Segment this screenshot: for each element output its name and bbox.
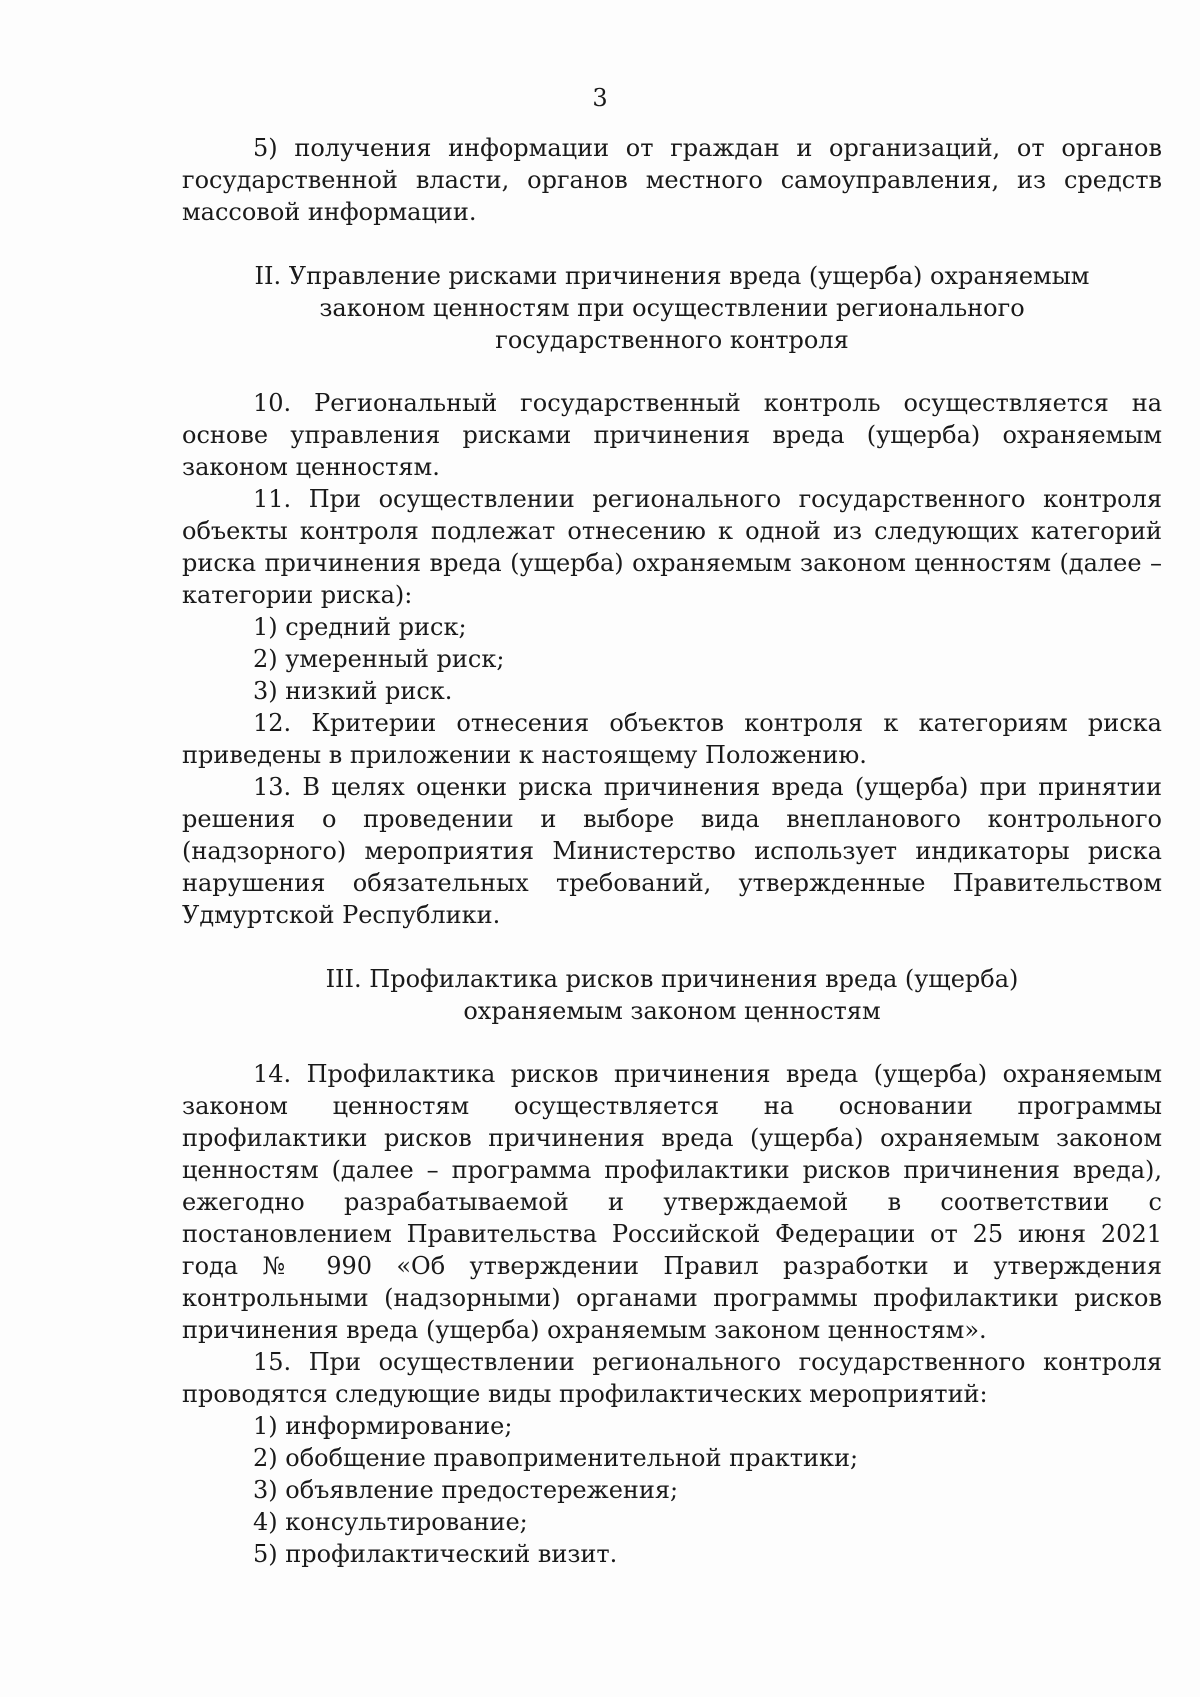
section-3-heading-line: охраняемым законом ценностям — [463, 997, 881, 1025]
list-item: 3) низкий риск. — [253, 677, 453, 705]
list-item: 2) обобщение правоприменительной практики; — [253, 1444, 859, 1472]
list-item: 2) умеренный риск; — [253, 645, 505, 673]
list-item: 4) консультирование; — [253, 1508, 528, 1536]
paragraph-15: 15. При осуществлении регионального государственного контроля проводятся следующие виды профилактических мероприятий: — [182, 1348, 1162, 1408]
list-item: 1) информирование; — [253, 1412, 513, 1440]
section-3-heading-line: III. Профилактика рисков причинения вреда (ущерба) — [325, 965, 1019, 993]
paragraph-item-5: 5) получения информации от граждан и организаций, от органов государственной власти, органов местного самоуправления, из средств массовой информации. — [182, 134, 1162, 226]
section-2-heading — [182, 260, 1162, 356]
section-2-heading-line: II. Управление рисками причинения вреда (ущерба) охраняемым — [254, 262, 1090, 290]
list-item: 1) средний риск; — [253, 613, 467, 641]
document-body — [182, 132, 1162, 1570]
list-item: 5) профилактический визит. — [253, 1540, 618, 1568]
section-3-heading — [182, 963, 1162, 1027]
paragraph-11: 11. При осуществлении регионального государственного контроля объекты контроля подлежат отнесению к одной из следующих категорий риска причинения вреда (ущерба) охраняемым законом ценностям (далее – категории риска): — [182, 485, 1162, 609]
list-item: 3) объявление предостережения; — [253, 1476, 679, 1504]
paragraph-13: 13. В целях оценки риска причинения вреда (ущерба) при принятии решения о проведении и выборе вида внепланового контрольного (надзорного) мероприятия Министерство использует индикаторы риска нарушения обязательных требований, утвержденные Правительством Удмуртской Республики. — [182, 773, 1162, 929]
page-number: 3 — [592, 84, 608, 112]
paragraph-10: 10. Региональный государственный контроль осуществляется на основе управления рисками причинения вреда (ущерба) охраняемым законом ценностям. — [182, 389, 1162, 481]
paragraph-12: 12. Критерии отнесения объектов контроля к категориям риска приведены в приложении к настоящему Положению. — [182, 709, 1162, 769]
section-2-heading-line: законом ценностям при осуществлении регионального — [319, 294, 1025, 322]
section-2-heading-line: государственного контроля — [495, 326, 849, 354]
paragraph-14: 14. Профилактика рисков причинения вреда (ущерба) охраняемым законом ценностям осуществляется на основании программы профилактики рисков причинения вреда (ущерба) охраняемым законом ценностям (далее – программа профилактики рисков причинения вреда), ежегодно разрабатываемой и утверждаемой в соответствии с постановлением Правительства Российской Федерации от 25 июня 2021 года № 990 «Об утверждении Правил разработки и утверждения контрольными (надзорными) органами программы профилактики рисков причинения вреда (ущерба) охраняемым законом ценностям». — [182, 1060, 1162, 1344]
